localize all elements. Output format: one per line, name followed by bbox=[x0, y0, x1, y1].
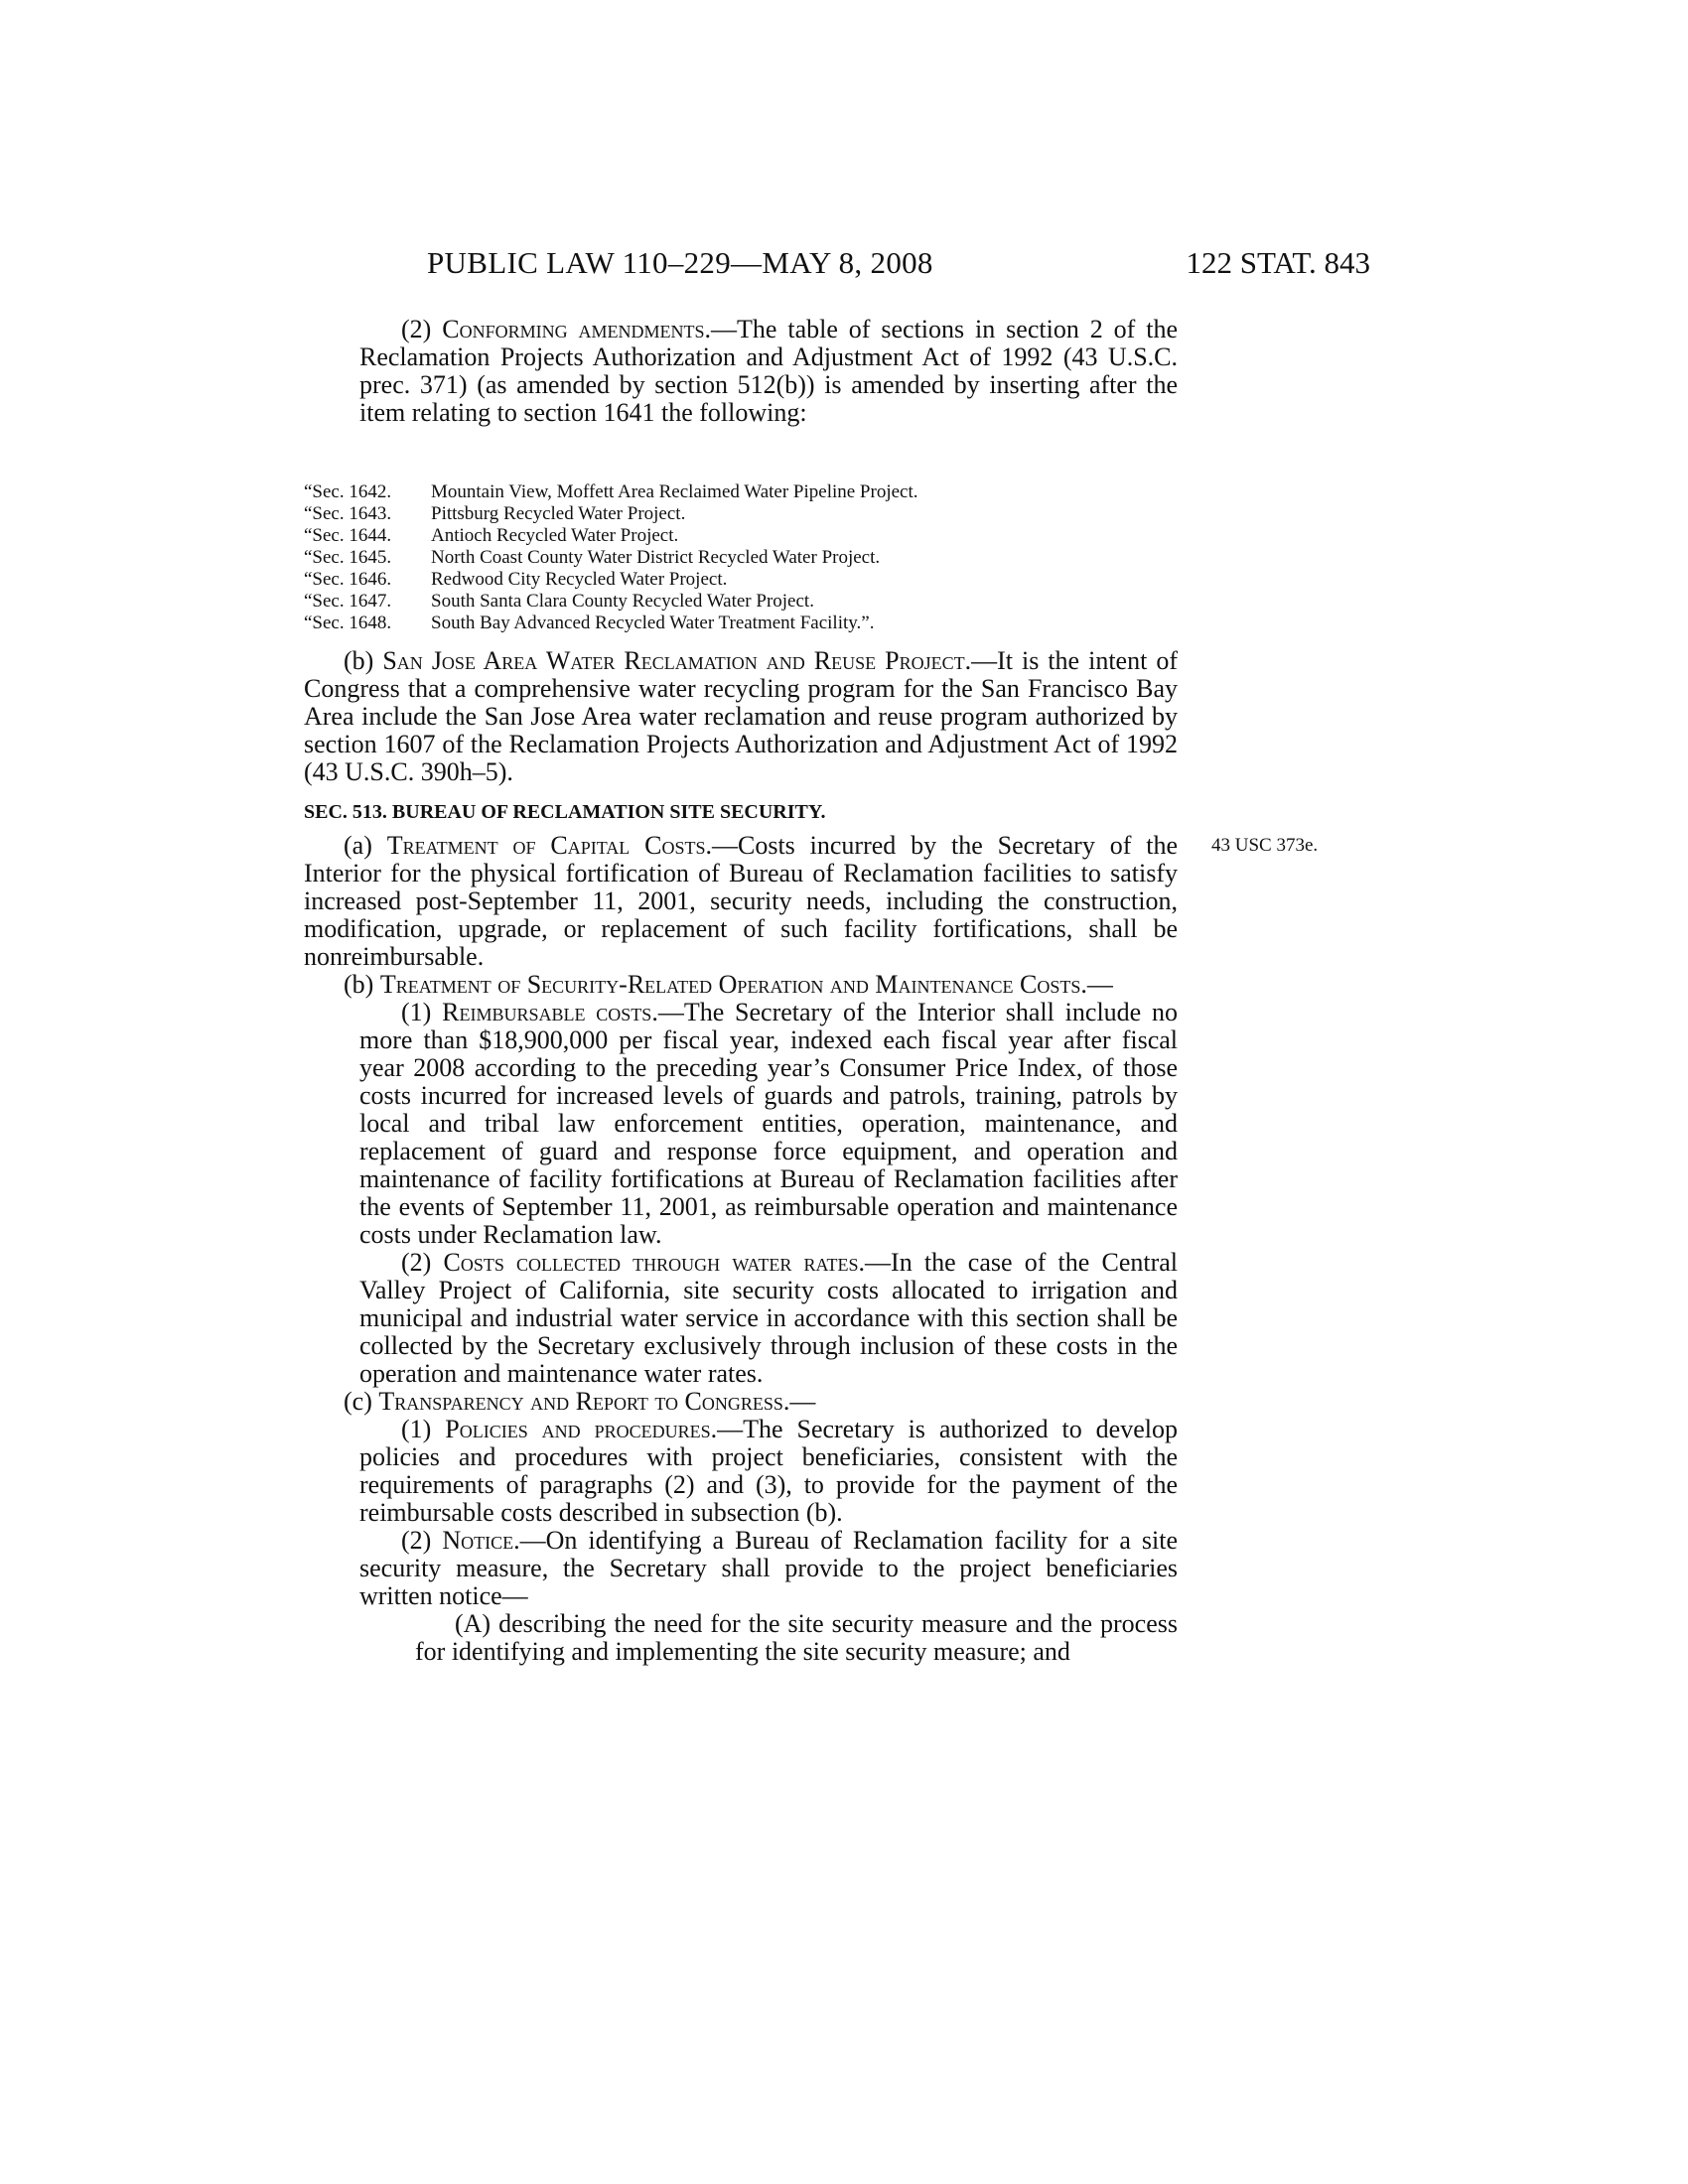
toc-item: “Sec. 1646. Redwood City Recycled Water Project. bbox=[304, 569, 728, 590]
toc-item: “Sec. 1647. South Santa Clara County Recycled Water Project. bbox=[304, 591, 814, 612]
heading-treatment-capital-costs: Treatment of Capital Costs bbox=[386, 831, 706, 860]
paragraph-conforming-amendments: (2) Conforming amendments.—The table of sections in section 2 of the Reclamation Projects Authorization and Adjustment Act of 1992 (43 U.S.C. prec. 371) (as amended by section 512(b)) is amended by inserting after the item relating to section 1641 the following: bbox=[359, 315, 1178, 427]
toc-item: “Sec. 1645. North Coast County Water District Recycled Water Project. bbox=[304, 547, 881, 568]
paragraph-notice-a: (A) describing the need for the site security measure and the process for identifying and implementing the site security measure; and bbox=[415, 1609, 1178, 1666]
table-of-sections bbox=[304, 481, 1178, 634]
heading-policies-procedures: Policies and procedures bbox=[445, 1415, 711, 1443]
heading-san-jose-project: San Jose Area Water Reclamation and Reuse Project bbox=[382, 646, 965, 675]
paragraph-transparency-report: (c) Transparency and Report to Congress.— bbox=[344, 1387, 816, 1416]
margin-citation: 43 USC 373e. bbox=[1211, 835, 1319, 856]
paragraph-policies-procedures: (1) Policies and procedures.—The Secretary is authorized to develop policies and procedures with project beneficiaries, consistent with the requirements of paragraphs (2) and (3), to provide for the payment of the reimbursable costs described in subsection (b). bbox=[359, 1415, 1178, 1527]
page-header-title: PUBLIC LAW 110–229—MAY 8, 2008 bbox=[427, 245, 933, 280]
paragraph-reimbursable-costs: (1) Reimbursable costs.—The Secretary of the Interior shall include no more than $18,900,000 per fiscal year, indexed each fiscal year after fiscal year 2008 according to the preceding year’s Consumer Price Index, of those costs incurred for increased levels of guards and patrols, training, patrols by local and tribal law enforcement entities, operation, maintenance, and replacement of guard and response force equipment, and operation and maintenance of facility fortifications at Bureau of Reclamation facilities after the events of September 11, 2001, as reimbursable operation and maintenance costs under Reclamation law. bbox=[359, 998, 1179, 1249]
heading-security-operation-costs: Treatment of Security-Related Operation and Maintenance Costs bbox=[379, 970, 1081, 999]
paragraph-water-rates: (2) Costs collected through water rates.—In the case of the Central Valley Project of California, site security costs allocated to irrigation and municipal and industrial water service in accordance with this section shall be collected by the Secretary exclusively through inclusion of these costs in the operation and maintenance water rates. bbox=[359, 1248, 1178, 1388]
heading-notice: Notice bbox=[442, 1526, 514, 1555]
toc-item: “Sec. 1643. Pittsburg Recycled Water Project. bbox=[304, 503, 686, 524]
heading-conforming-amendments: Conforming amendments bbox=[442, 315, 705, 343]
toc-item: “Sec. 1642. Mountain View, Moffett Area Reclaimed Water Pipeline Project. bbox=[304, 481, 918, 502]
main-body bbox=[304, 647, 1178, 1666]
page-header-stat: 122 STAT. 843 bbox=[1186, 245, 1370, 280]
conforming-amendments-block bbox=[304, 316, 1178, 427]
paragraph-notice: (2) Notice.—On identifying a Bureau of Reclamation facility for a site security measure, the Secretary shall provide to the project beneficiaries written notice— bbox=[359, 1526, 1178, 1610]
toc-item: “Sec. 1648. South Bay Advanced Recycled Water Treatment Facility.”. bbox=[304, 613, 875, 633]
heading-reimbursable-costs: Reimbursable costs bbox=[442, 998, 652, 1026]
paragraph-treatment-capital-costs: (a) Treatment of Capital Costs.—Costs incurred by the Secretary of the Interior for the physical fortification of Bureau of Reclamation facilities to satisfy increased post-September 11, 2001, security needs, including the construction, modification, upgrade, or replacement of such facility fortifications, shall be nonreimbursable. bbox=[304, 831, 1178, 971]
paragraph-san-jose-project: (b) San Jose Area Water Reclamation and Reuse Project.—It is the intent of Congress that a comprehensive water recycling program for the San Francisco Bay Area include the San Jose Area water reclamation and reuse program authorized by section 1607 of the Reclamation Projects Authorization and Adjustment Act of 1992 (43 U.S.C. 390h–5). bbox=[304, 646, 1178, 786]
heading-transparency-report: Transparency and Report to Congress bbox=[378, 1387, 783, 1416]
heading-water-rates: Costs collected through water rates bbox=[443, 1248, 859, 1277]
paragraph-security-operation-costs: (b) Treatment of Security-Related Operation and Maintenance Costs.— bbox=[344, 970, 1113, 999]
section-513-heading: SEC. 513. BUREAU OF RECLAMATION SITE SECURITY. bbox=[304, 801, 826, 823]
toc-item: “Sec. 1644. Antioch Recycled Water Project. bbox=[304, 525, 679, 546]
